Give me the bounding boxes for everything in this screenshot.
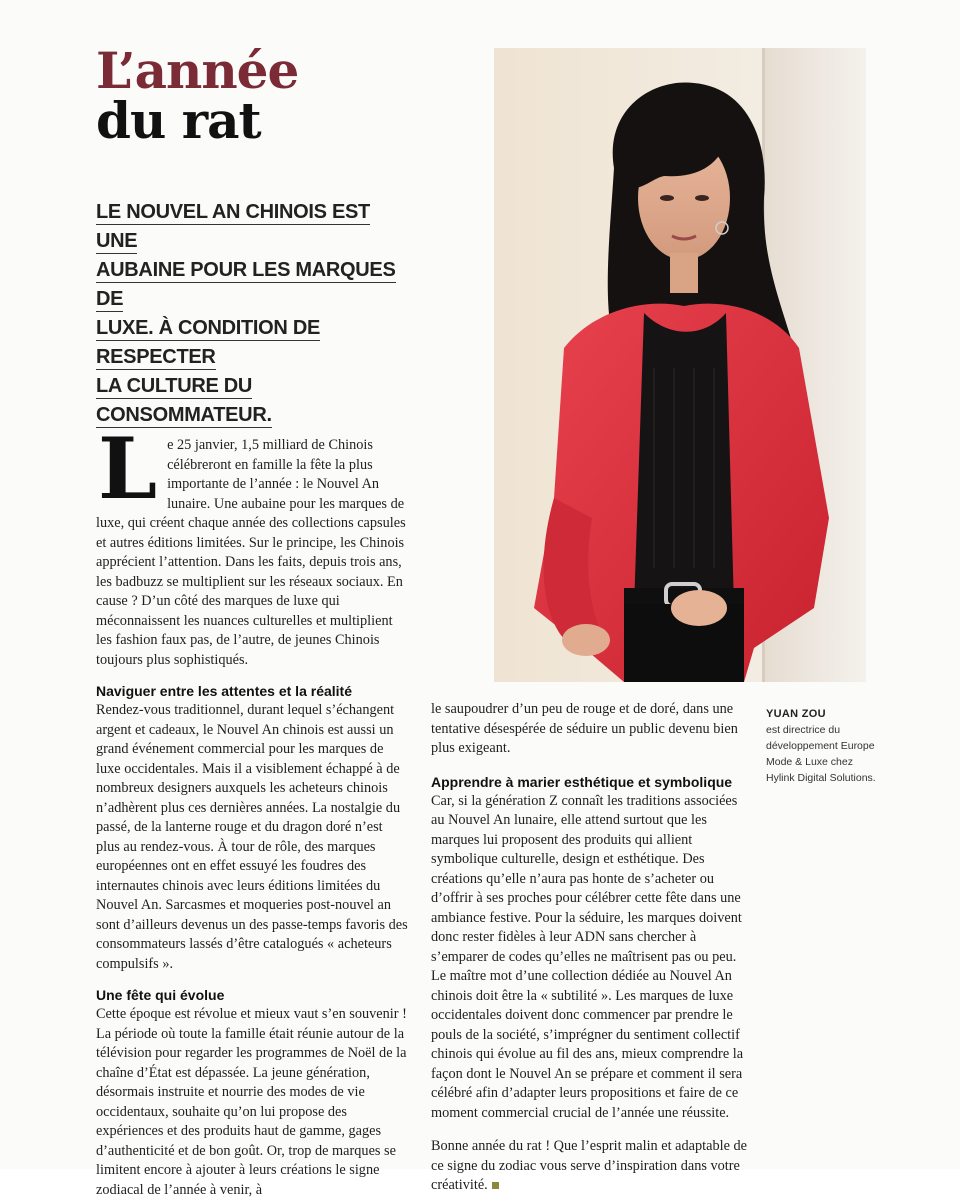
standfirst-line-3 [96, 317, 320, 370]
section-1-text: Rendez-vous traditionnel, durant lequel s’échangent argent et cadeaux, le Nouvel An chinois est aussi un grand événement commercial pour les marques de luxe occidentales. Mais il a visiblement échappé à de nombreux designers auxquels les acheteurs chinois n’adhèrent plus ces dernières années. La nostalgie du passé, de la lanterne rouge et du dragon doré n’est plus au rendez-vous. À tour de rôle, des marques européennes ont en effet essuyé les foudres des internautes chinois avec leurs éditions limitées du Nouvel An. Sarcasmes et moqueries post-nouvel an sont d’ailleurs devenus un des passe-temps favoris des consommateurs lassés d’être catalogués « acheteurs compulsifs ». [96, 702, 408, 972]
spacer [96, 974, 408, 986]
spacer [431, 759, 752, 773]
standfirst-line-2: AUBAINE POUR LES MARQUES DE [96, 259, 396, 310]
end-square-icon [492, 1182, 499, 1189]
article-title [96, 41, 299, 150]
portrait-photo [494, 48, 866, 682]
lead-paragraph [96, 419, 408, 670]
caption-name: YUAN ZOU [766, 708, 826, 720]
lead-text: e 25 janvier, 1,5 milliard de Chinois célébreront en famille la fête la plus importante de l’année : le Nouvel An lunaire. Une aubaine pour les marques de luxe, qui créent chaque année des collections capsules et autres éditions limitées. Sur le principe, les Chinois apprécient l’attention. Dans les faits, depuis trois ans, les badbuzz se multiplient sur les réseaux sociaux. En cause ? D’un côté des marques de luxe qui méconnaissent les nuances culturelles et multiplient les fashion faux pas, de l’autre, de jeunes Chinois toujours plus sophistiqués. [96, 437, 406, 668]
column-2 [431, 700, 752, 1196]
spacer [431, 1123, 752, 1137]
standfirst-line-1: LE NOUVEL AN CHINOIS EST UNE [96, 201, 370, 252]
standfirst [96, 198, 416, 430]
column-1 [96, 419, 408, 1200]
standfirst-emphasis: RESPECTER [96, 346, 216, 368]
drop-cap: L [98, 419, 158, 518]
section-3-text: Car, si la génération Z connaît les traditions associées au Nouvel An lunaire, elle attend surtout que les marques lui proposent des produits qui allient symbolique culturelle, design et esthétique. Des créations qu’elle n’aura pas honte de s’acheter ou d’offrir à ses proches pour célébrer cette fête dans une ambiance festive. Pour la séduire, les marques doivent donc rester fidèles à leur ADN sans chercher à s’emparer de codes qu’elles ne maîtrisent pas ou peu. Le maître mot d’une collection dédiée au Nouvel An chinois doit être la « subtilité ». Les marques de luxe occidentales doivent donc commencer par prendre le pouls de la société, s’imprégner du sentiment collectif chinois qui évolue au fil des ans, mieux comprendre la façon dont le Nouvel An se prépare et comment il sera célébré afin d’adapter leurs propositions et faire de ce moment commercial crucial de l’année une réussite. [431, 792, 744, 1121]
subheading-aesthetic-symbolic: Apprendre à marier esthétique et symbolique [431, 773, 733, 790]
section-2-text: Cette époque est révolue et mieux vaut s’en souvenir ! La période où toute la famille était réunie autour de la télévision pour regarder les programmes de Noël de la chaîne d’État est dépassée. La jeune génération, désormais instruite et nourrie des modes de vie occidentaux, souhaite qu’on lui propose des expériences et des produits haut de gamme, gages d’authenticité et de bon goût. Or, trop de marques se limitent encore à ajouter à leurs créations le signe zodiacal de l’année à venir, à [96, 1006, 407, 1198]
spacer [96, 670, 408, 682]
standfirst-line-3-pre: LUXE. À CONDITION DE [96, 317, 321, 339]
title-line-1: L’année [96, 41, 299, 100]
caption-role: est directrice du développement Europe Mode & Luxe chez Hylink Digital Solutions. [766, 724, 876, 784]
closing-text: Bonne année du rat ! Que l’esprit malin et adaptable de ce signe du zodiac vous serve d’inspiration dans votre créativité. [431, 1138, 747, 1193]
closing-paragraph [431, 1137, 752, 1196]
continuation-text: le saupoudrer d’un peu de rouge et de doré, dans une tentative désespérée de séduire un public devenu bien plus exigeant. [431, 701, 738, 756]
standfirst-line-4: LA CULTURE DU CONSOMMATEUR. [96, 375, 272, 426]
subheading-evolving-holiday: Une fête qui évolue [96, 987, 225, 1003]
photo-caption [766, 706, 876, 786]
portrait-illustration [494, 48, 866, 682]
title-line-2: du rat [96, 91, 261, 150]
subheading-navigate: Naviguer entre les attentes et la réalité [96, 683, 352, 699]
